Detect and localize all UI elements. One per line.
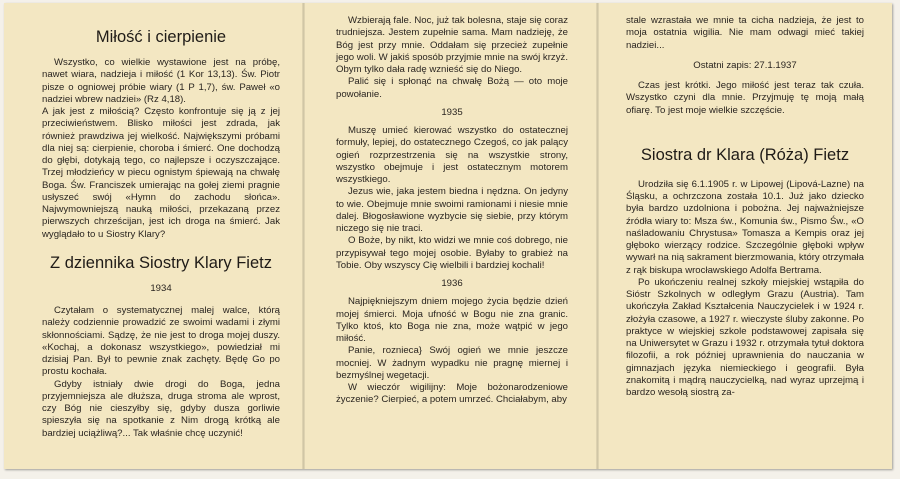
last-entry-note: Ostatni zapis: 27.1.1937 [693,59,797,71]
paragraph: Palić się i spłonąć na chwałę Bożą — oto moje powołanie. [336,76,568,100]
paragraph: O Boże, by nikt, kto widzi we mnie coś dobrego, nie przypisywał tego mojej osobie. Byłaby to grabież na Tobie. Oby wszyscy Cię wielbili i bardziej kochali! [336,235,568,271]
paragraph: Czytałam o systematycznej malej walce, którą należy codziennie prowadzić ze swoimi wadami i złymi skłonnościami. Sądzę, że nie jest to droga mojej duszy. «Kochaj, a dokonasz wszystkiego», powiedział mi dzisiaj Pan. Był to pewnie znak zachęty. Będę Go po prostu kochała. [42,305,280,378]
paragraph: stale wzrastała we mnie ta cicha nadzieja, że jest to moja ostatnia wigilia. Nie mam odwagi mieć takiej nadziei... [626,15,864,51]
paragraph: Urodziła się 6.1.1905 r. w Lipowej (Lipová-Lazne) na Śląsku, a ochrzczona została 10.1. Już jako dziecko była bardzo uzdolniona i pobożna. Jej najważniejsze źródła wiary to: Msza św., Komunia św., Pismo Św., «O naśladowaniu Chrystusa» Tomasza a Kempis oraz jej głęboko wierzący rodzice. Szczególnie głęboki wpływ wywarł na nią sakrament bierzmowania, który otrzymała z rąk biskupa wrocławskiego Adolfa Bertrama. [626,178,864,276]
fold-line-left [302,3,305,469]
paragraph: Czas jest krótki. Jego miłość jest teraz tak czuła. Wszystko czyni dla mnie. Przyjmuję tę moją małą ofiarę. To jest moje wielkie szczęście. [626,80,864,116]
paragraph: Panie, roznieca} Swój ogień we mnie jeszcze mocniej. W żadnym wypadku nie pragnę miernej i bezmyślnej wegetacji. [336,345,568,381]
fold-line-right [596,3,599,469]
paragraph: Wzbierają fale. Noc, już tak bolesna, staje się coraz trudniejsza. Jestem zupełnie sama. Mam nadzieję, że Bóg jest przy mnie. Oddałam się przecież zupełnie jego woli. W jakiś sposób przyjmie mnie na swój krzyż. Obym tylko dała radę wznieść się do Niego. [336,15,568,75]
paragraph: Po ukończeniu realnej szkoły miejskiej wstąpiła do Sióstr Szkolnych w odległym Grazu (Austria). Tam ukończyła Zakład Kształcenia Nauczycielek i w 1924 r. złożyła czasowe, a 1927 r. wieczyste śluby zakonne. Po praktyce w wiejskiej szkole podstawowej zapisała się na Uniwersytet w Grazu i 1932 r. otrzymała tytuł doktora filozofii, a rok później uprawnienia do nauczania w gimnazjach języka niemieckiego i geografii. Była znakomitą i mądrą nauczycielką, nad wyraz uprzejmą i bardzo wesołą siostrą za- [626,276,864,398]
paragraph: A jak jest z miłością? Często konfrontuje się ją z jej przeciwieństwem. Blisko miłości jest zdrada, jak również prawdziwa jej wielkość. Największymi próbami dla niej są: cierpienie, choroba i śmierć. One dochodzą do głębi, dotykają tego, co najlepsze i oczyszczające. Trzej młodzieńcy w piecu ognistym śpiewają na chwałę Boga. Św. Franciszek umierając na gołej ziemi pragnie usłyszeć swój «Hymn do zachodu słońca». Najwymowniejszą nauką miłości, przekazaną przez pierwszych chrześcijan, jest ich droga na śmierć. Jak wyglądało to u Siostry Klary? [42,106,280,240]
leaflet-sheet [4,3,892,469]
year-heading: 1935 [441,106,463,118]
paragraph: Jezus wie, jaka jestem biedna i nędzna. On jedyny to wie. Obejmuje mnie swoimi ramionami i niesie mnie dalej. Błogosławione wyzbycie się siebie, przy którym niczego się nie traci. [336,186,568,234]
column-right [626,3,864,399]
paragraph: Muszę umieć kierować wszystko do ostatecznej formuły, lepiej, do ostatecznego Czegoś, co jak palący ogień rozprzestrzenia się na wszystkie strony, wszystko obejmuje i jest ostatecznym motorem wszystkiego. [336,125,568,185]
paragraph: W wieczór wigilijny: Moje bożonarodzeniowe życzenie? Cierpieć, a potem umrzeć. Chciałabym, aby [336,382,568,406]
year-heading: 1934 [150,282,172,294]
heading-milosc-i-cierpienie: Miłość i cierpienie [95,28,227,46]
column-left [42,3,280,440]
paragraph: Najpiękniejszym dniem mojego życia będzie dzień mojej śmierci. Moja ufność w Bogu nie zna granic. Tylko ktoś, kto Boga nie zna, może wątpić w jego miłość. [336,296,568,344]
heading-siostra-klara: Siostra dr Klara (Róża) Fietz [640,145,850,164]
column-middle [336,3,568,407]
paragraph: Gdyby istniały dwie drogi do Boga, jedna przyjemniejsza ale dłuższa, druga stroma ale wprost, czy Bóg nie cieszyłby się, gdyby dusza gorliwie spieszyła się na spotkanie z Nim drogą krótką ale bardziej uciążliwą?... Tak właśnie chcę uczynić! [42,378,280,439]
heading-z-dziennika: Z dziennika Siostry Klary Fietz [50,253,272,272]
paragraph: Wszystko, co wielkie wystawione jest na próbę, nawet wiara, nadzieja i miłość (1 Kor 13,13). Św. Piotr pisze o ogniowej próbie wiary (1 P 1,7), św. Paweł «o nadziei wbrew nadziei» (Rz 4,18). [42,57,280,105]
year-heading: 1936 [441,278,463,289]
